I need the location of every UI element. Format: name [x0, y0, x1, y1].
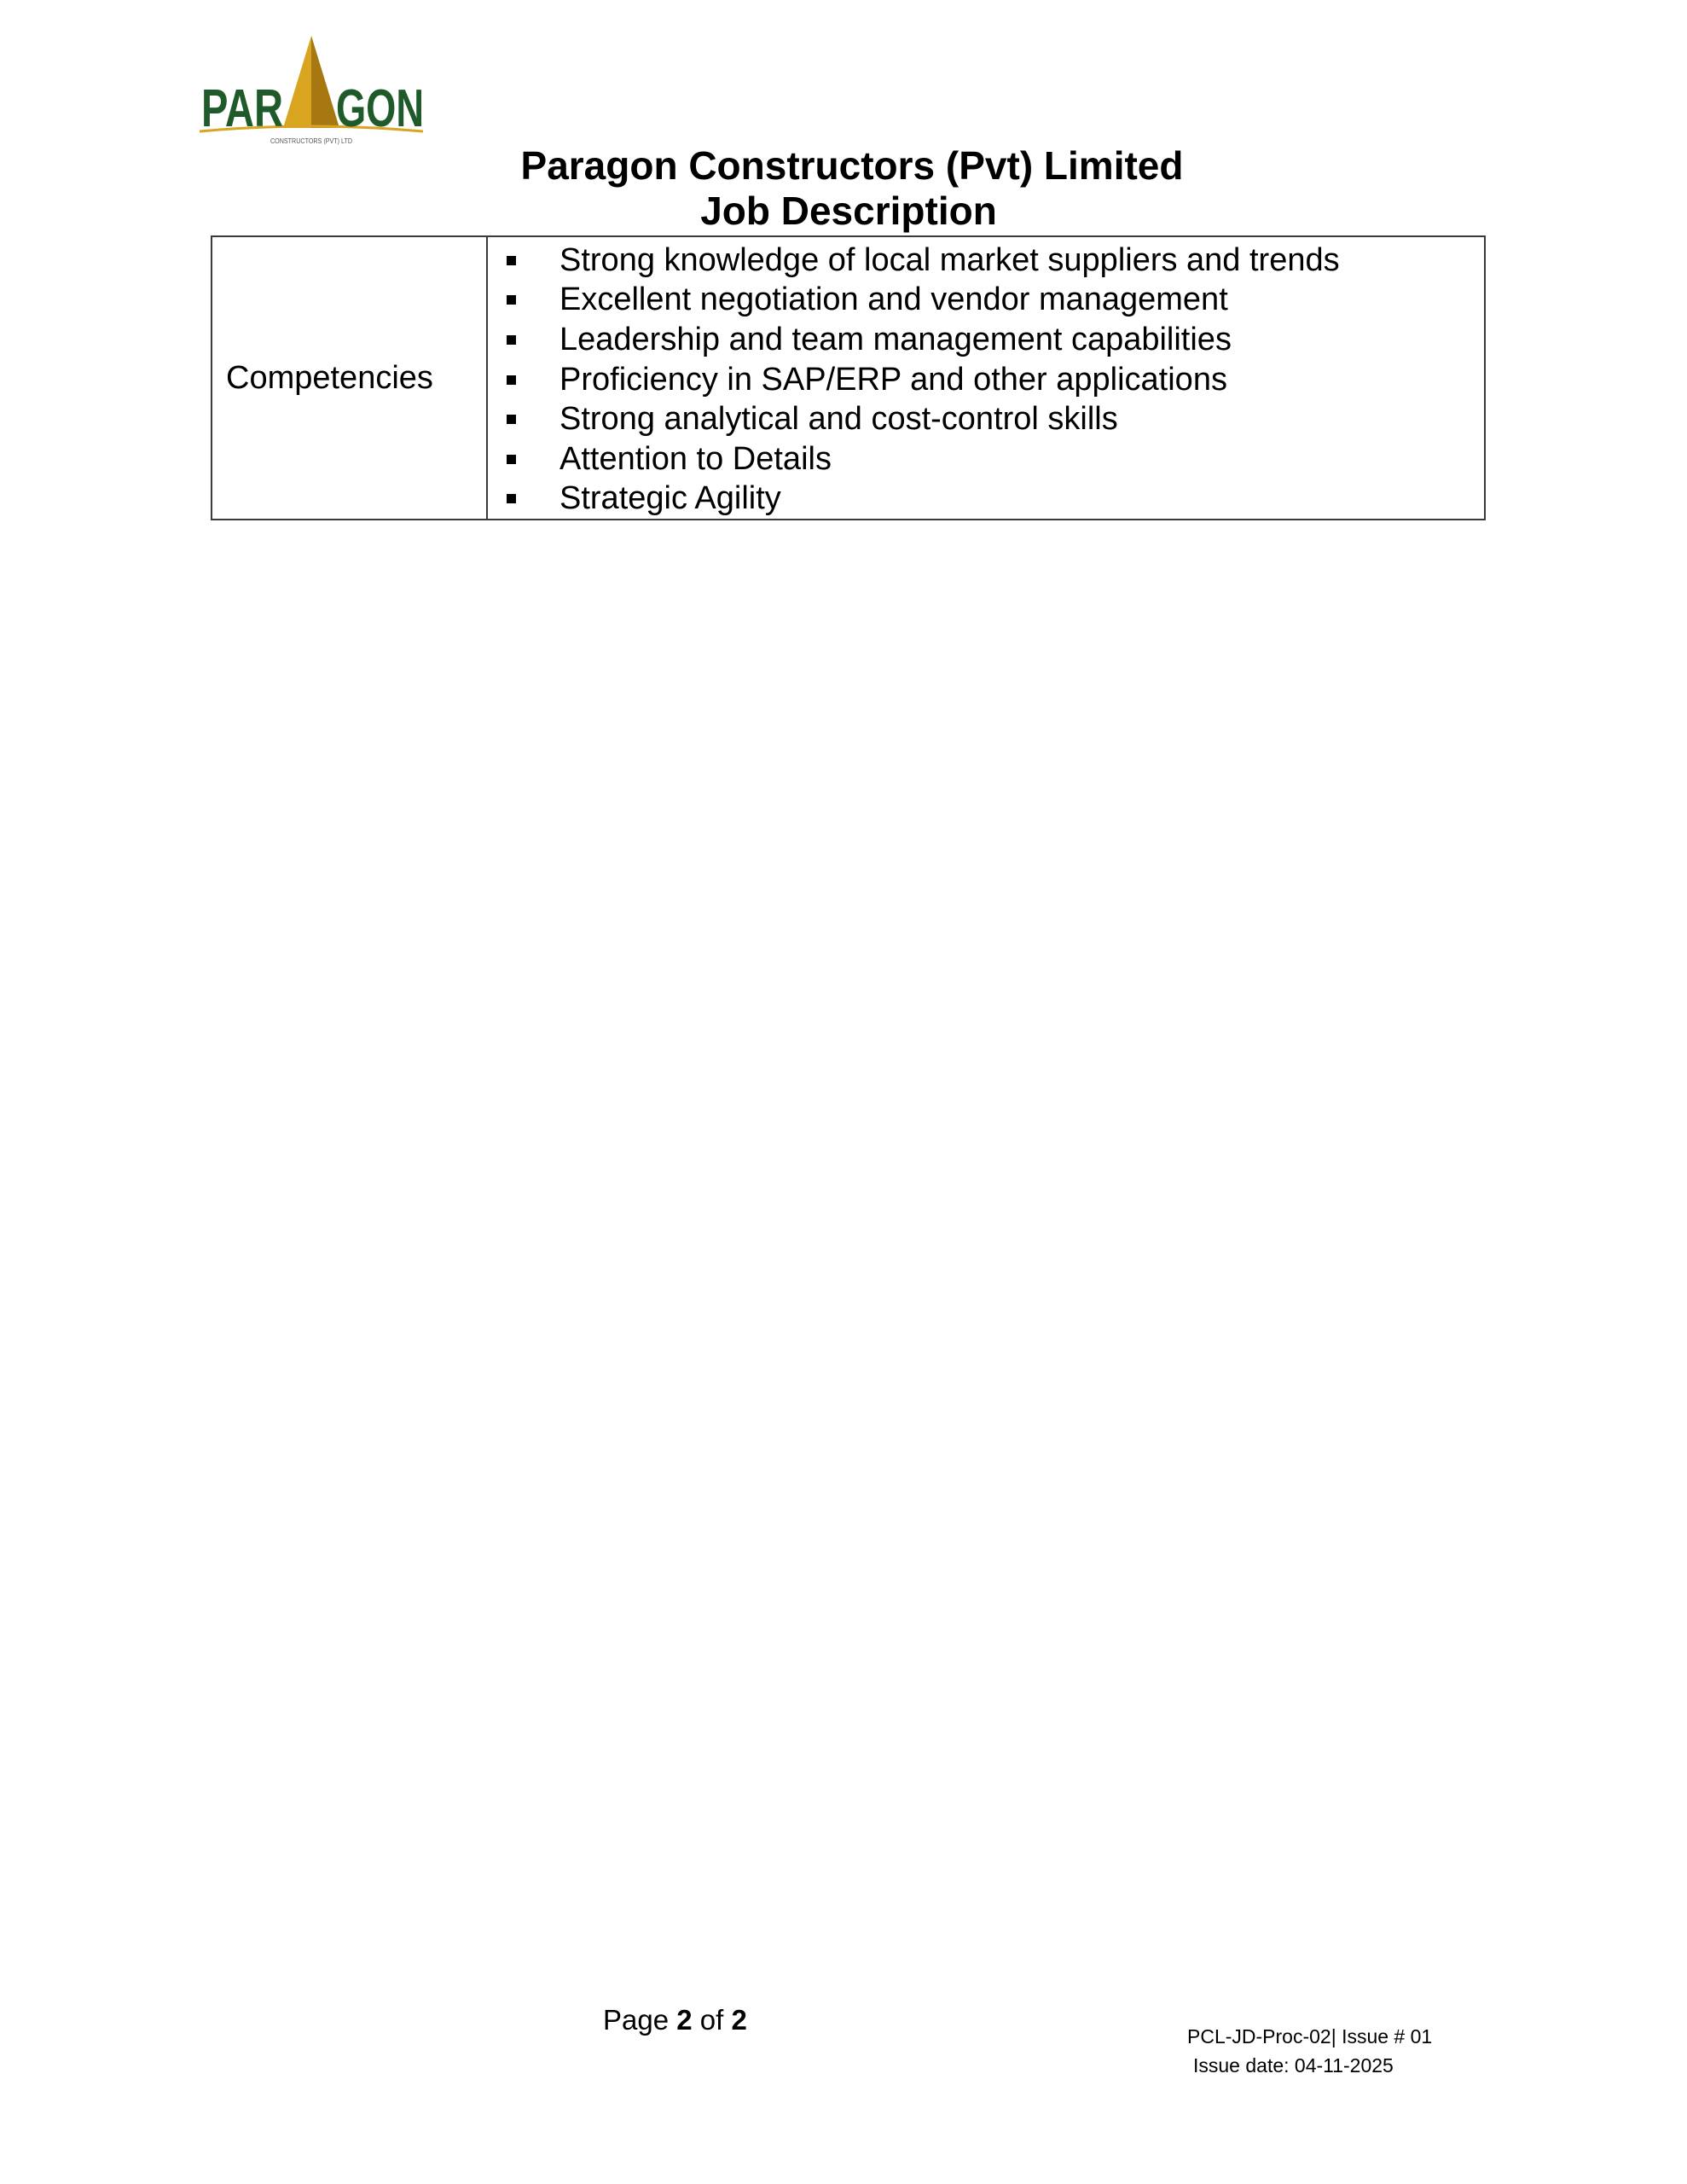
list-item	[488, 241, 1484, 281]
list-item	[488, 479, 1484, 520]
list-item-text: Strong analytical and cost-control skills	[559, 401, 1118, 438]
page-number	[603, 2003, 747, 2037]
document-title: Job Description	[700, 189, 997, 233]
list-item-text: Strong knowledge of local market suppliers and trends	[559, 241, 1340, 278]
company-logo	[194, 34, 429, 149]
list-item	[488, 320, 1484, 360]
list-item-text: Leadership and team management capabilities	[559, 321, 1232, 357]
competencies-list	[488, 237, 1484, 519]
square-bullet-icon	[507, 415, 516, 424]
list-item-text: Strategic Agility	[559, 480, 781, 517]
page-of: of	[699, 2004, 724, 2036]
square-bullet-icon	[507, 494, 516, 503]
doc-code: PCL-JD-Proc-02| Issue # 01	[1187, 2025, 1433, 2048]
square-bullet-icon	[507, 295, 516, 305]
logo-wordmark-left: PAR	[201, 79, 283, 138]
table-row	[212, 236, 1485, 520]
job-description-table	[211, 235, 1486, 520]
square-bullet-icon	[507, 335, 516, 345]
page-current: 2	[676, 2004, 693, 2036]
list-item-text: Excellent negotiation and vendor management	[559, 282, 1228, 318]
square-bullet-icon	[507, 455, 516, 464]
square-bullet-icon	[507, 256, 516, 265]
list-item-text: Proficiency in SAP/ERP and other applications	[559, 361, 1227, 398]
list-item	[488, 399, 1484, 439]
list-item	[488, 439, 1484, 479]
issue-date: Issue date: 04-11-2025	[1193, 2054, 1394, 2077]
list-item	[488, 281, 1484, 321]
competencies-cell	[487, 236, 1485, 520]
list-item-text: Attention to Details	[559, 440, 832, 477]
logo-wordmark-right: GON	[336, 79, 424, 138]
row-label-competencies: Competencies	[212, 236, 487, 520]
page-total: 2	[731, 2004, 747, 2036]
document-reference	[1187, 2022, 1432, 2080]
logo-tagline: CONSTRUCTORS (PVT) LTD	[270, 137, 353, 145]
company-name: Paragon Constructors (Pvt) Limited	[520, 143, 1184, 188]
page-prefix: Page	[603, 2004, 670, 2036]
list-item	[488, 360, 1484, 400]
paragon-logo-icon	[194, 34, 429, 149]
square-bullet-icon	[507, 375, 516, 385]
document-header	[0, 143, 1687, 234]
